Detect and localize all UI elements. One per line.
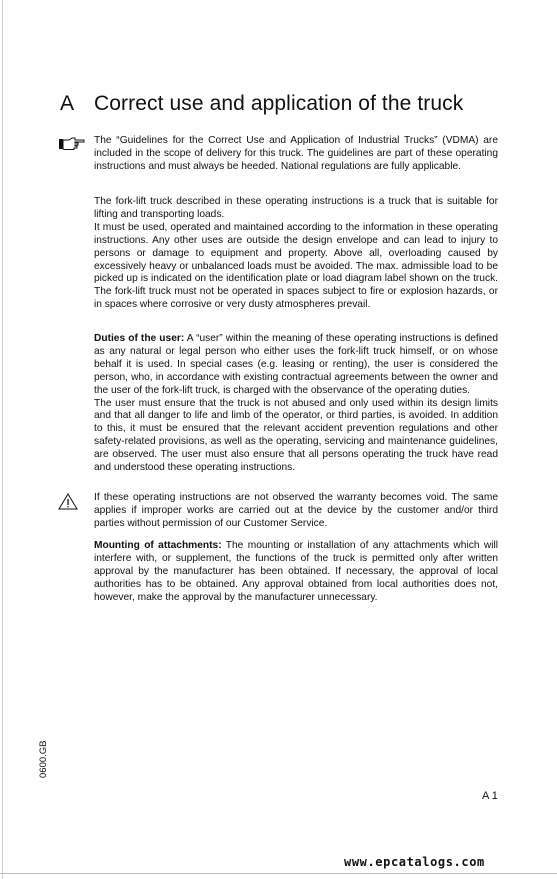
warranty-paragraph: If these operating instructions are not observed the warranty becomes void. The same applies if improper works are carried out at the device by the customer and/or third parties without permission of our Customer Service.	[94, 492, 498, 529]
guidelines-paragraph: The “Guidelines for the Correct Use and Application of Industrial Trucks” (VDMA) are included in the scope of delivery for this truck. The guidelines are part of these operating instructions and must always be heeded. National regulations are fully applicable.	[94, 135, 498, 172]
attachments-heading: Mounting of attachments:	[94, 540, 222, 551]
watermark-url: www.epcatalogs.com	[344, 855, 485, 869]
warranty-warning	[94, 492, 498, 531]
user-definition-paragraph	[94, 333, 498, 398]
warning-triangle-icon	[58, 493, 78, 510]
section-letter: A	[60, 92, 75, 115]
page-edge-line	[2, 0, 3, 879]
user-obligations-paragraph: The user must ensure that the truck is not abused and only used within its design limits and that all danger to life and limb of the operator, or third parties, is avoided. In addition to this, it must be ensured that the relevant accident prevention regulations and other safety-related provisions, as well as the operating, servicing and maintenance guidelines, are observed. The user must also ensure that all persons operating the truck have read and understood these operating instructions.	[94, 397, 498, 474]
guidelines-note	[94, 135, 498, 174]
operation-limits-paragraph: It must be used, operated and maintained according to the information in these operating instructions. Any other uses are outside the design envelope and can lead to injury to persons or damage to equipment and property. Above all, overloading caused by excessively heavy or unbalanced loads must be avoided. The max. admissible load to be picked up is indicated on the identification plate or load diagram label shown on the truck. The fork-lift truck must not be operated in spaces subject to fire or explosion hazards, or in spaces where corrosive or very dusty atmospheres prevail.	[94, 221, 498, 311]
attachments-paragraph	[94, 540, 498, 605]
user-duties-section	[94, 333, 498, 475]
intended-use-section	[94, 196, 498, 312]
user-definition-text: A “user” within the meaning of these operating instructions is defined as any natural or legal person who either uses the fork-lift truck himself, or on whose behalf it is used. In special cases (e.g. leasing or renting), the user is considered the person, who, in accordance with existing contractual agreements between the owner and the user of the fork-lift truck, is charged with the observance of the operating duties.	[94, 333, 498, 396]
bottom-divider	[0, 873, 557, 874]
section-title: Correct use and application of the truck	[94, 92, 464, 115]
attachments-section	[94, 540, 498, 605]
edition-code: 0600.GB	[38, 740, 49, 778]
user-duties-heading: Duties of the user:	[94, 333, 185, 344]
pointing-hand-icon	[58, 137, 86, 151]
intended-use-paragraph: The fork-lift truck described in these operating instructions is a truck that is suitable for lifting and transporting loads.	[94, 196, 498, 220]
attachments-text: The mounting or installation of any attachments which will interfere with, or supplement, the functions of the truck is permitted only after written approval by the manufacturer has been obtained. If necessary, the approval of local authorities has to be obtained. Any approval obtained from local authorities does not, however, make the approval by the manufacturer unnecessary.	[94, 540, 498, 603]
page-number: A 1	[482, 790, 498, 802]
